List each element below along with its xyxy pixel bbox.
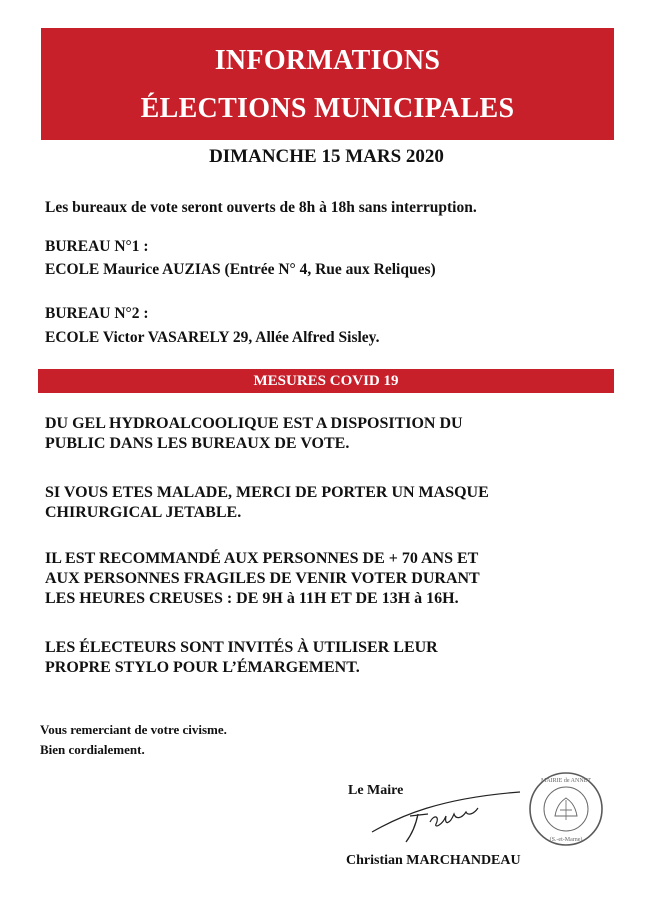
closing-line-1: Vous remerciant de votre civisme.	[40, 722, 227, 737]
closing-text	[40, 720, 227, 760]
election-date: DIMANCHE 15 MARS 2020	[209, 146, 444, 167]
bureau-1-title: BUREAU N°1 :	[45, 238, 149, 255]
covid-line: IL EST RECOMMANDÉ AUX PERSONNES DE + 70 ANS ET	[45, 550, 479, 567]
closing-line-2: Bien cordialement.	[40, 742, 145, 757]
covid-line: PROPRE STYLO POUR L’ÉMARGEMENT.	[45, 659, 360, 676]
bureau-2-address: ECOLE Victor VASARELY 29, Allée Alfred Sisley.	[45, 329, 380, 346]
covid-line: LES HEURES CREUSES : DE 9H à 11H ET DE 13H à 16H.	[45, 590, 459, 607]
mayor-name: Christian MARCHANDEAU	[346, 853, 521, 868]
svg-text:(S.-et-Marne): (S.-et-Marne)	[549, 837, 583, 843]
covid-item-stylo	[45, 638, 438, 678]
covid-item-gel	[45, 414, 463, 454]
title-line-2: ÉLECTIONS MUNICIPALES	[140, 93, 515, 124]
covid-line: CHIRURGICAL JETABLE.	[45, 504, 242, 521]
opening-hours: Les bureaux de vote seront ouverts de 8h à 18h sans interruption.	[45, 199, 477, 216]
svg-text:MAIRIE de ANNET: MAIRIE de ANNET	[541, 778, 591, 784]
handwritten-signature	[370, 786, 530, 846]
covid-item-masque	[45, 483, 489, 523]
mayor-title: Le Maire	[348, 783, 404, 798]
covid-line: PUBLIC DANS LES BUREAUX DE VOTE.	[45, 435, 350, 452]
bureau-1-address: ECOLE Maurice AUZIAS (Entrée N° 4, Rue aux Reliques)	[45, 261, 436, 278]
covid-section-bar: MESURES COVID 19	[38, 369, 614, 393]
title-line-1: INFORMATIONS	[214, 45, 441, 76]
covid-item-heures-creuses	[45, 549, 480, 609]
bureau-2-title: BUREAU N°2 :	[45, 305, 149, 322]
covid-line: AUX PERSONNES FRAGILES DE VENIR VOTER DURANT	[45, 570, 480, 587]
mairie-stamp-icon	[527, 770, 605, 848]
covid-line: LES ÉLECTEURS SONT INVITÉS À UTILISER LEUR	[45, 639, 438, 656]
covid-line: SI VOUS ETES MALADE, MERCI DE PORTER UN MASQUE	[45, 484, 489, 501]
title-banner	[41, 28, 614, 140]
covid-line: DU GEL HYDROALCOOLIQUE EST A DISPOSITION DU	[45, 415, 463, 432]
